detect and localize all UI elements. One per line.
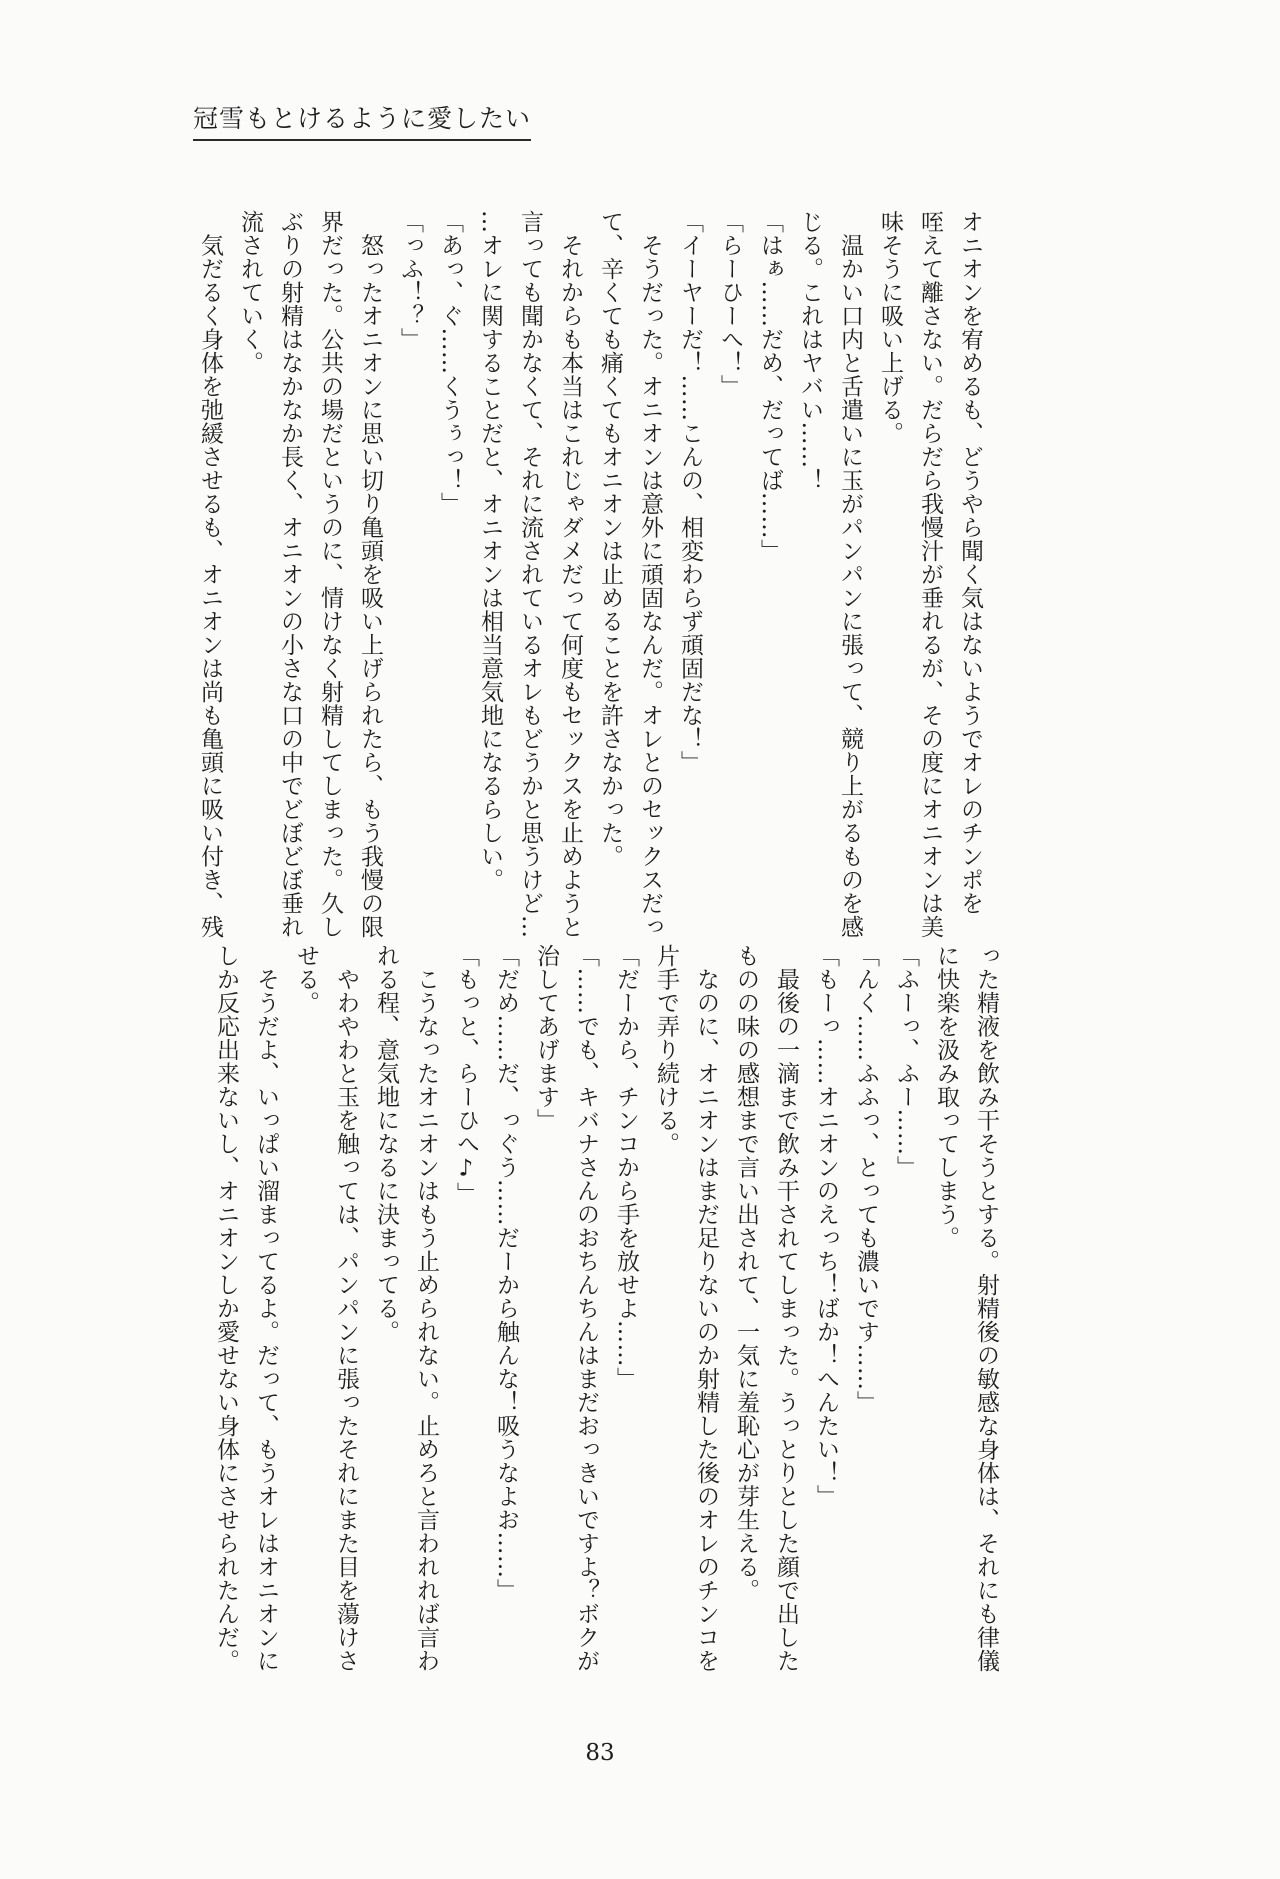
text-line: 「っふ！？」 <box>397 210 423 351</box>
text-line: それからも本当はこれじゃダメだって何度もセックスを止めようと <box>557 210 583 939</box>
text-block-lower <box>213 944 1006 1704</box>
text-line: 「もーっ……オニオンのえっち！ばか！へんたい！」 <box>813 944 839 1508</box>
page-number: 83 <box>585 1740 615 1766</box>
text-line: そうだよ、いっぱい溜まってるよ。だって、もうオレはオニオンに <box>253 944 279 1673</box>
text-line: 温かい口内と舌遣いに玉がパンパンに張って、競り上がるものを感 <box>837 210 863 939</box>
text-line: 「だめ……だ、っぐう……だーから触んな！吸うなよお……」 <box>493 944 519 1602</box>
text-line: 「あっ、ぐ……くうぅっ！」 <box>437 210 463 516</box>
text-line: オニオンを宥めるも、どうやら聞く気はないようでオレのチンポを <box>957 210 983 915</box>
text-line: れる程、意気地になるに決まってる。 <box>373 944 399 1344</box>
text-line: 咥えて離さない。だらだら我慢汁が垂れるが、その度にオニオンは美 <box>917 210 943 939</box>
text-line: じる。これはヤバい……！ <box>797 210 823 492</box>
text-line: に快楽を汲み取ってしまう。 <box>933 944 959 1250</box>
text-line: 言っても聞かなくて、それに流されているオレもどうかと思うけど… <box>517 210 543 939</box>
text-line: 「んく……ふふっ、とっても濃いです……」 <box>853 944 879 1414</box>
running-header-title: 冠雪もとけるように愛したい <box>193 104 531 141</box>
text-line: 「イーヤーだ！……こんの、相変わらず頑固だな！」 <box>677 210 703 774</box>
text-line: て、辛くても痛くてもオニオンは止めることを許さなかった。 <box>597 210 623 868</box>
text-line: 界だった。公共の場だというのに、情けなく射精してしまった。久し <box>317 210 343 939</box>
text-line: やわやわと玉を触っては、パンパンに張ったそれにまた目を蕩けさ <box>333 944 359 1673</box>
text-line: 怒ったオニオンに思い切り亀頭を吸い上げられたら、もう我慢の限 <box>357 210 383 939</box>
text-line: 治してあげます」 <box>533 944 559 1132</box>
text-line: 流されていく。 <box>237 210 263 375</box>
text-line: 最後の一滴まで飲み干されてしまった。うっとりとした顔で出した <box>773 944 799 1673</box>
text-line: 「はぁ……だめ、だってば……」 <box>757 210 783 563</box>
text-line: 「らーひーへ！」 <box>717 210 743 398</box>
text-line: 気だるく身体を弛緩させるも、オニオンは尚も亀頭に吸い付き、残 <box>197 210 223 939</box>
text-line: しか反応出来ないし、オニオンしか愛せない身体にさせられたんだ。 <box>213 944 239 1673</box>
text-line: なのに、オニオンはまだ足りないのか射精した後のオレのチンコを <box>693 944 719 1673</box>
text-line: った精液を飲み干そうとする。射精後の敏感な身体は、それにも律儀 <box>973 944 999 1673</box>
text-line: 「もっと、らーひへ♪」 <box>453 944 479 1206</box>
text-line: 「だーから、チンコから手を放せよ……」 <box>613 944 639 1391</box>
text-line: こうなったオニオンはもう止められない。止めろと言われれば言わ <box>413 944 439 1673</box>
text-line: ものの味の感想まで言い出されて、一気に羞恥心が芽生える。 <box>733 944 759 1602</box>
text-line: …オレに関することだと、オニオンは相当意気地になるらしい。 <box>477 210 503 892</box>
text-line: そうだった。オニオンは意外に頑固なんだ。オレとのセックスだっ <box>637 210 663 939</box>
text-block-upper <box>197 210 990 939</box>
text-line: 「……でも、キバナさんのおちんちんはまだおっきいですよ？ボクが <box>573 944 599 1673</box>
text-line: せる。 <box>293 944 319 1015</box>
text-line: 味そうに吸い上げる。 <box>877 210 903 445</box>
text-line: ぶりの射精はなかなか長く、オニオンの小さな口の中でどぼどぼ垂れ <box>277 210 303 939</box>
text-line: 「ふーっ、ふー……」 <box>893 944 919 1179</box>
text-line: 片手で弄り続ける。 <box>653 944 679 1156</box>
